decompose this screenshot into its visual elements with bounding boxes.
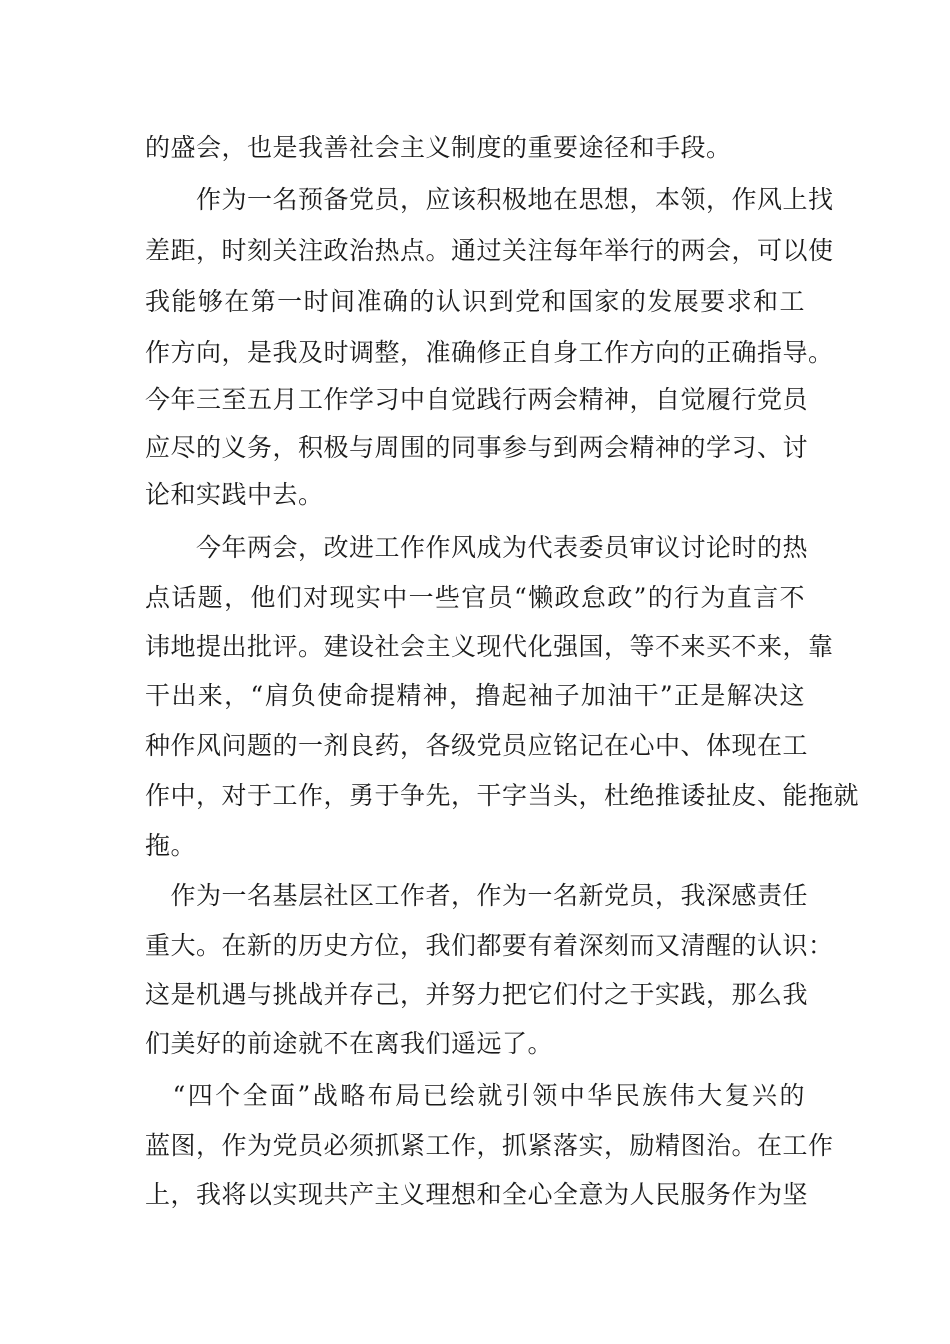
text-line-6: 今年三至五月工作学习中自觉践行两会精神，自觉履行党员 [145,385,809,414]
text-line-21: 蓝图，作为党员必须抓紧工作，抓紧落实，励精图治。在工作 [145,1131,834,1160]
text-line-5: 作方向，是我及时调整，准确修正自身工作方向的正确指导。 [145,338,834,367]
text-line-20: “四个全面”战略布局已绘就引领中华民族伟大复兴的 [145,1081,805,1110]
text-line-7: 应尽的义务，积极与周围的同事参与到两会精神的学习、讨 [145,433,809,462]
text-line-12: 干出来，“肩负使命提精神，撸起袖子加油干”正是解决这 [145,681,805,710]
text-line-4: 我能够在第一时间准确的认识到党和国家的发展要求和工 [145,287,805,316]
text-line-8: 论和实践中去。 [145,480,324,509]
text-line-22: 上，我将以实现共产主义理想和全心全意为人民服务作为坚 [145,1180,809,1209]
text-line-15: 拖。 [145,831,197,860]
text-line-1: 的盛会，也是我善社会主义制度的重要途径和手段。 [145,133,732,162]
text-line-19: 们美好的前途就不在离我们遥远了。 [145,1029,554,1058]
text-line-16: 作为一名基层社区工作者，作为一名新党员，我深感责任 [145,881,809,910]
text-line-9: 今年两会，改进工作作风成为代表委员审议讨论时的热 [145,533,809,562]
text-line-10: 点话题，他们对现实中一些官员“懒政怠政”的行为直言不 [145,583,805,612]
text-line-14: 作中，对于工作，勇于争先，干字当头，杜绝推诿扯皮、能拖就 [145,781,860,810]
text-line-18: 这是机遇与挑战并存己，并努力把它们付之于实践，那么我 [145,980,809,1009]
text-line-13: 种作风问题的一剂良药，各级党员应铭记在心中、体现在工 [145,731,809,760]
text-line-17: 重大。在新的历史方位，我们都要有着深刻而又清醒的认识： [145,931,834,960]
text-line-11: 讳地提出批评。建设社会主义现代化强国，等不来买不来，靠 [145,632,834,661]
text-line-3: 差距，时刻关注政治热点。通过关注每年举行的两会，可以使 [145,236,834,265]
text-line-2: 作为一名预备党员，应该积极地在思想，本领，作风上找 [145,185,834,214]
